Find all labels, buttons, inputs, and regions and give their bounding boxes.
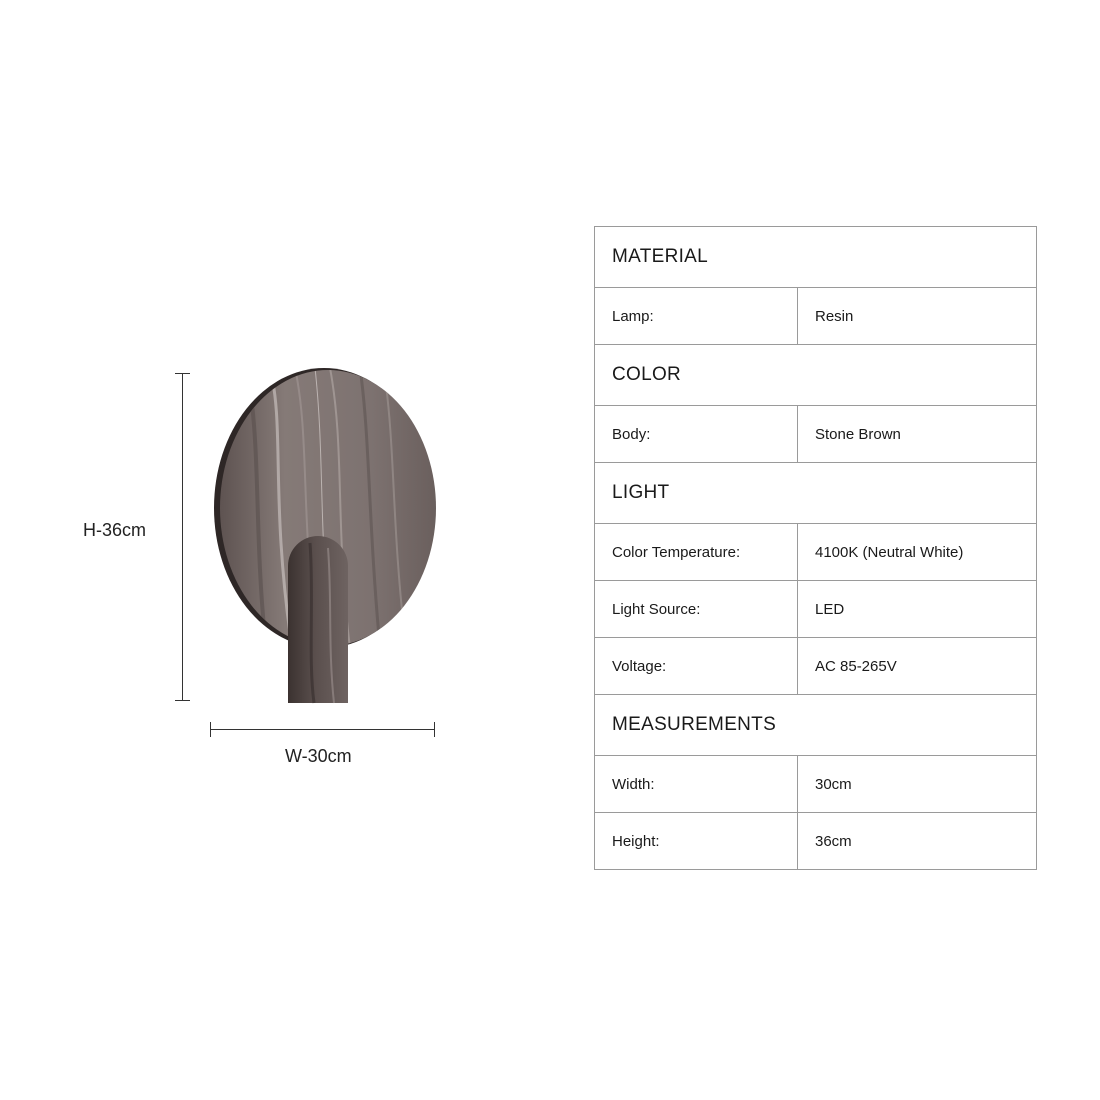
spec-row bbox=[595, 524, 1037, 581]
section-color bbox=[595, 345, 1037, 406]
width-dimension-line bbox=[210, 729, 435, 730]
spec-value: 36cm bbox=[798, 813, 1037, 870]
spec-row bbox=[595, 813, 1037, 870]
spec-row bbox=[595, 638, 1037, 695]
section-measurements bbox=[595, 695, 1037, 756]
spec-label: Lamp: bbox=[595, 288, 798, 345]
spec-label: Color Temperature: bbox=[595, 524, 798, 581]
spec-label: Light Source: bbox=[595, 581, 798, 638]
height-dimension-label: H-36cm bbox=[83, 520, 147, 540]
spec-row bbox=[595, 581, 1037, 638]
lamp-product-image bbox=[200, 368, 450, 708]
width-dimension-label: W-30cm bbox=[285, 746, 352, 766]
spec-value: 30cm bbox=[798, 756, 1037, 813]
spec-table bbox=[594, 226, 1037, 870]
spec-value: Resin bbox=[798, 288, 1037, 345]
spec-value: 4100K (Neutral White) bbox=[798, 524, 1037, 581]
spec-row bbox=[595, 288, 1037, 345]
section-heading: MATERIAL bbox=[595, 227, 1037, 288]
section-light bbox=[595, 463, 1037, 524]
lamp-stem bbox=[288, 536, 348, 703]
spec-value: LED bbox=[798, 581, 1037, 638]
width-dimension-cap-left bbox=[210, 722, 211, 737]
height-dimension-line bbox=[182, 373, 183, 701]
spec-label: Voltage: bbox=[595, 638, 798, 695]
spec-label: Height: bbox=[595, 813, 798, 870]
spec-row bbox=[595, 756, 1037, 813]
section-heading: LIGHT bbox=[595, 463, 1037, 524]
height-dimension-cap-top bbox=[175, 373, 190, 374]
width-dimension-cap-right bbox=[434, 722, 435, 737]
spec-value: AC 85-265V bbox=[798, 638, 1037, 695]
height-dimension-cap-bottom bbox=[175, 700, 190, 701]
spec-value: Stone Brown bbox=[798, 406, 1037, 463]
spec-label: Width: bbox=[595, 756, 798, 813]
spec-row bbox=[595, 406, 1037, 463]
spec-label: Body: bbox=[595, 406, 798, 463]
section-material bbox=[595, 227, 1037, 288]
section-heading: MEASUREMENTS bbox=[595, 695, 1037, 756]
section-heading: COLOR bbox=[595, 345, 1037, 406]
